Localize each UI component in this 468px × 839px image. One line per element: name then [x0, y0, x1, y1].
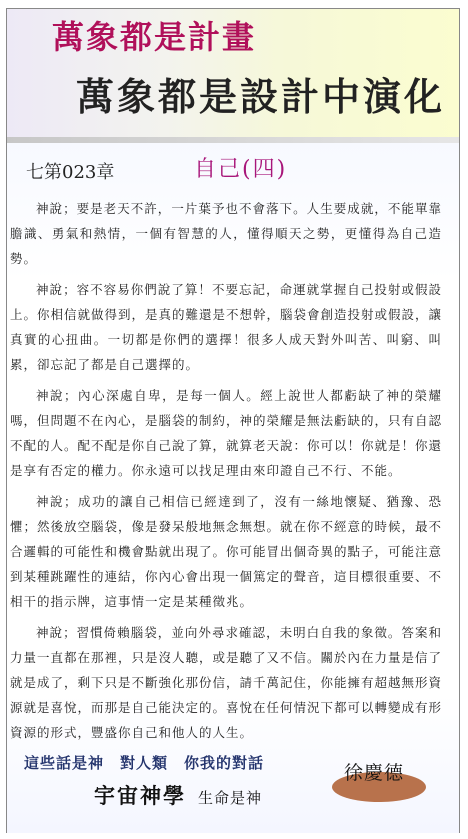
signature-name: 徐慶德 — [344, 762, 405, 784]
paragraph: 神說；內心深處自卑，是每一個人。經上說世人都虧缺了神的榮耀嗎，但問題不在內心，是腦袋的制約，神的榮耀是無法虧缺的，只有自認不配的人。配不配是你自己說了算，就算老天說：你可以！你就是！你還是享有否定的權力。你永遠可以找足理由來印證自己不行、不能。 — [10, 388, 443, 478]
main-title: 萬象都是計畫 — [52, 18, 257, 56]
paragraph: 神說；成功的讓自己相信已經達到了，沒有一絲地懷疑、猶豫、恐懼；然後放空腦袋，像是發呆般地無念無想。就在你不經意的時候，最不合邏輯的可能性和機會點就出現了。你可能冒出個奇異的點子，可能注意到某種跳躍性的連結，你內心會出現一個篤定的聲音，這目標很重要、不相干的指示牌，這事情一定是某種徵兆。 — [10, 494, 443, 609]
sub-title: 萬象都是設計中演化 — [76, 75, 446, 119]
footer-brand — [94, 780, 262, 810]
paragraph: 神說；要是老天不許，一片葉予也不會落下。人生要成就，不能單靠膽識、勇氣和熱情，一個有智慧的人，懂得順天之勢，更懂得為自己造勢。 — [10, 201, 442, 266]
footer-tagline: 這些話是神 對人類 你我的對話 — [24, 754, 265, 772]
paragraph: 神說；習慣倚賴腦袋，並向外尋求確認，未明白自我的象徵。答案和力量一直都在那裡，只是沒人聽，或是聽了又不信。關於內在力量是信了就是成了，剩下只是不斷強化那份信，請千萬記住，你能擁有超越無形資源就是喜悅，而那是自己能決定的。喜悅在任何情況下都可以轉變成有形資源的形式，豐盛你自己和他人的人生。 — [10, 625, 443, 740]
article-body — [10, 196, 442, 751]
brand-name: 宇宙神學 — [94, 783, 186, 808]
chapter-title: 自己(四) — [194, 157, 288, 182]
paragraph: 神說；容不容易你們說了算！不要忘記，命運就掌握自己投射或假設上。你相信就做得到，是真的難還是不想幹，腦袋會創造投射或假設，讓真實的心扭曲。一切都是你們的選擇！很多人成天對外叫苦、叫窮、叫累，卻忘記了都是自己選擇的。 — [10, 282, 443, 372]
brand-motto: 生命是神 — [198, 789, 263, 807]
signature-stamp — [332, 758, 426, 802]
chapter-number: 七第023章 — [26, 162, 115, 183]
